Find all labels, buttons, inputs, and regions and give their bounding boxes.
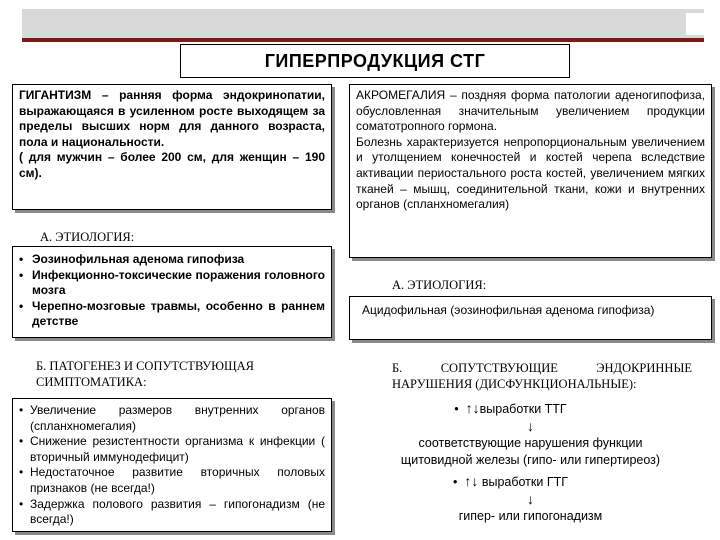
gigantism-definition: ГИГАНТИЗМ – ранняя форма эндокринопатии, выражающаяся в усиленном росте выходящем за пределы высших норм для данного возраста, пола и национальности.: [19, 88, 325, 149]
page-title: ГИПЕРПРОДУКЦИЯ СТГ: [180, 44, 570, 78]
left-etiology-list: [19, 252, 325, 330]
thyroid-line2: щитовидной железы (гипо- или гипертиреоз): [400, 453, 661, 467]
left-pathogenesis-heading-line1: Б. ПАТОГЕНЕЗ И СОПУТСТВУЮЩАЯ: [36, 359, 254, 373]
right-etiology-heading: А. ЭТИОЛОГИЯ:: [392, 278, 487, 292]
list-item: • Инфекционно-токсические поражения головного мозга: [19, 268, 325, 299]
left-etiology-box: [12, 246, 332, 338]
left-pathogenesis-heading-line2: СИМПТОМАТИКА:: [36, 375, 147, 389]
acromegaly-definition: АКРОМЕГАЛИЯ – поздняя форма патологии аденогипофиза, обусловленная значительным увеличением продукции соматотропного гормона.: [356, 88, 705, 134]
list-item: • Снижение резистентности организма к инфекции ( вторичный иммунодефицит): [19, 434, 325, 465]
top-banner-corner: [686, 13, 704, 35]
thyroid-line1: соответствующие нарушения функции: [418, 436, 643, 450]
up-down-arrow-icon: ↑↓: [464, 473, 479, 489]
gigantism-definition-box: [12, 84, 332, 210]
gtg-row: [349, 473, 712, 491]
left-etiology-heading: А. ЭТИОЛОГИЯ:: [40, 230, 135, 244]
right-disorders-content: [349, 400, 712, 525]
right-etiology-box: [349, 296, 712, 340]
down-arrow-icon: ↓: [527, 418, 534, 434]
ttg-row: [349, 400, 712, 418]
up-down-arrow-icon: ↑↓: [465, 400, 480, 416]
gigantism-norms: ( для мужчин – более 200 см, для женщин – 190 см).: [19, 150, 325, 180]
ttg-text: выработки ТТГ: [479, 402, 567, 416]
list-item: • Недостаточное развитие вторичных половых признаков (не всегда!): [19, 465, 325, 496]
left-pathogenesis-box: [12, 398, 332, 532]
right-disorders-heading-line1: Б. СОПУТСТВУЮЩИЕ ЭНДОКРИННЫЕ: [392, 361, 692, 375]
down-arrow-icon: ↓: [527, 491, 534, 507]
top-banner-bar: [22, 9, 704, 39]
list-item: • Черепно-мозговые травмы, особенно в раннем детстве: [19, 299, 325, 330]
gtg-text: выработки ГТГ: [481, 475, 569, 489]
right-etiology-text: Ацидофильная (эозинофильная аденома гипофиза): [362, 303, 655, 317]
list-item: • Эозинофильная аденома гипофиза: [19, 252, 325, 268]
bullet: •: [454, 402, 459, 416]
list-item: • Задержка полового развития – гипогонадизм (не всегда!): [19, 497, 325, 528]
acromegaly-definition-box: [349, 84, 712, 258]
right-disorders-heading-line2: НАРУШЕНИЯ (ДИСФУНКЦИОНАЛЬНЫЕ):: [392, 377, 637, 391]
acromegaly-description: Болезнь характеризуется непропорциональным увеличением и утолщением конечностей и костей черепа вследствие активации периостального роста костей, увеличением мягких тканей – мышц, соединительной ткани, кожи и внутренних органов (спланхномегалия): [356, 134, 705, 212]
top-banner-stripe: [22, 38, 704, 42]
list-item: • Увеличение размеров внутренних органов (спланхномегалия): [19, 403, 325, 434]
left-pathogenesis-heading: [36, 358, 254, 390]
left-pathogenesis-list: [19, 403, 325, 528]
right-disorders-heading: [392, 360, 692, 392]
bullet: •: [452, 475, 458, 489]
gonad-line: гипер- или гипогонадизм: [458, 509, 603, 523]
